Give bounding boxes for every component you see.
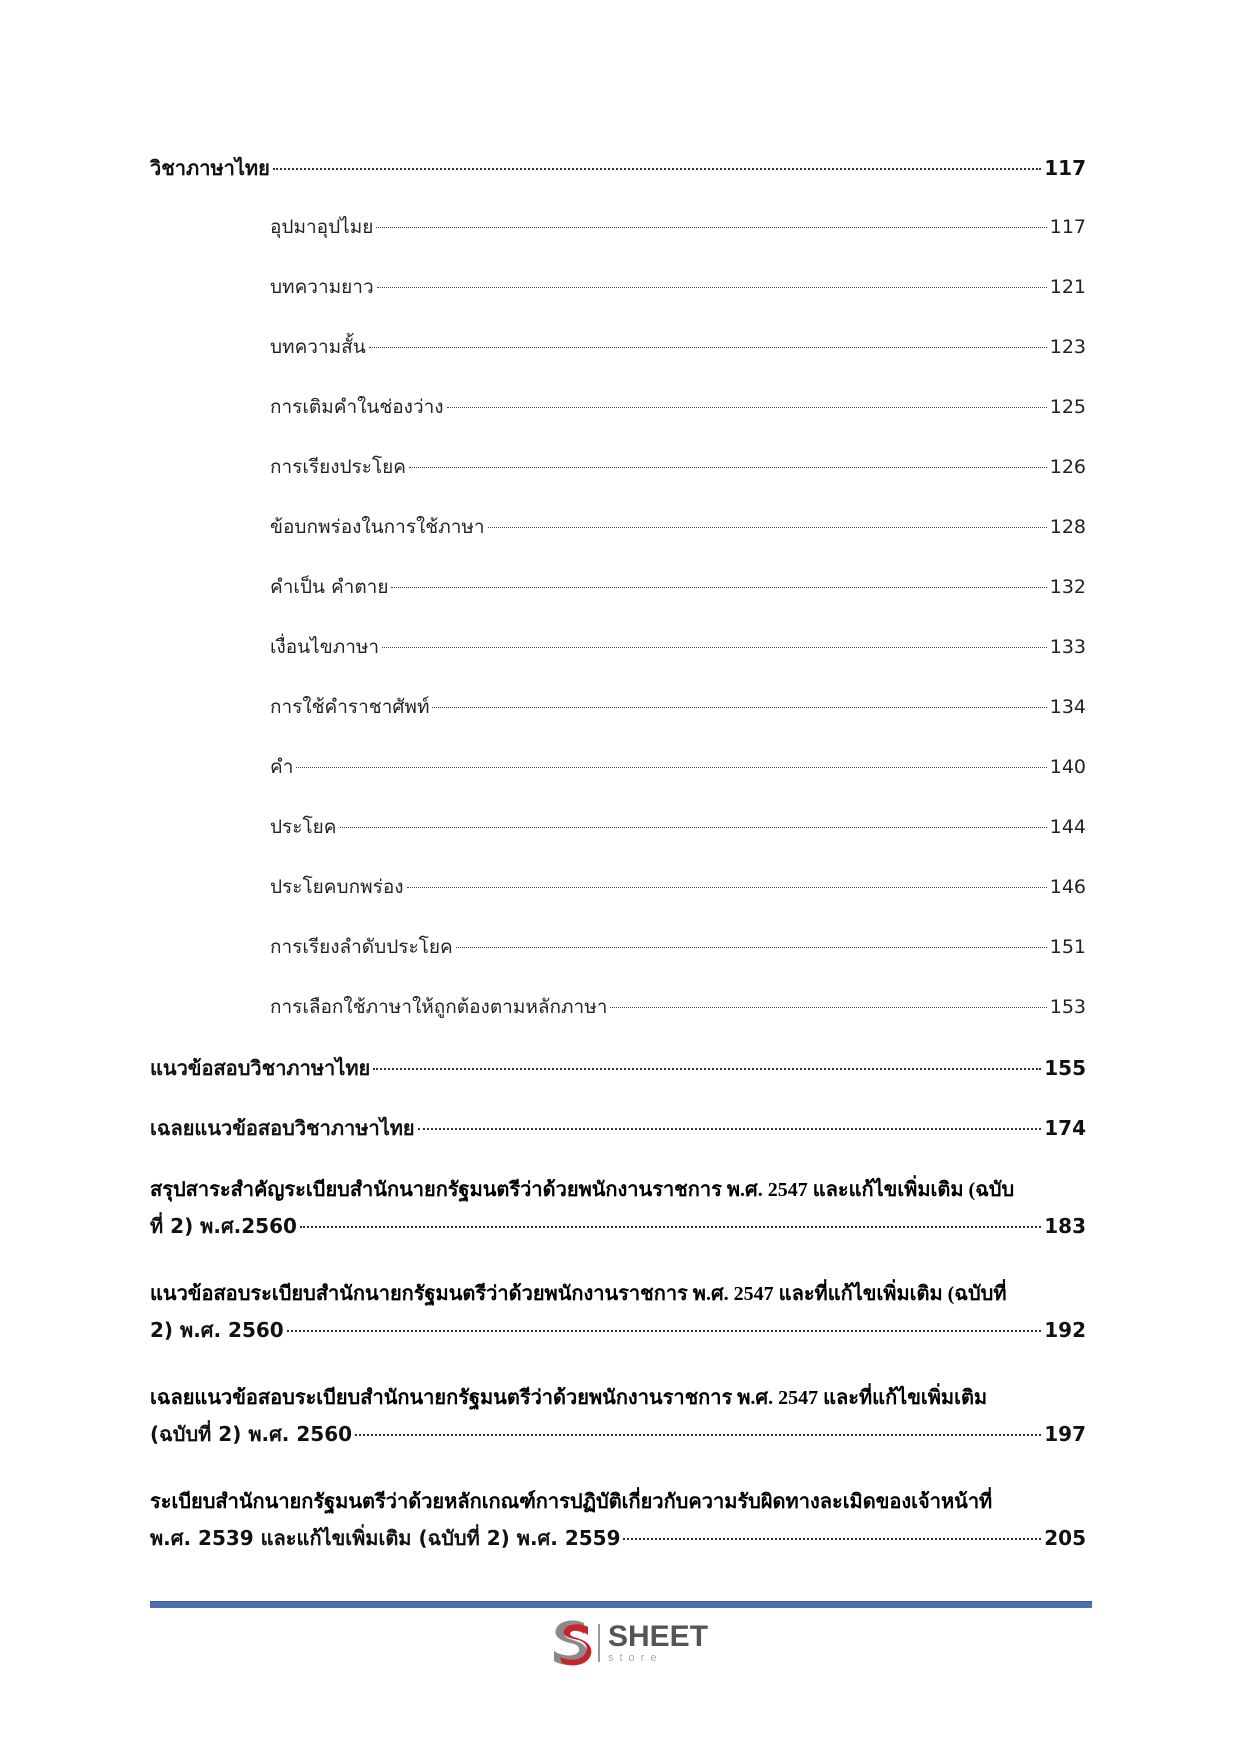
toc-entry-title-line2: (ฉบับที่ 2) พ.ศ. 2560 (150, 1422, 353, 1446)
dot-leader (623, 1538, 1041, 1540)
toc-entry-page: 174 (1044, 1116, 1086, 1140)
toc-sub-page: 125 (1049, 396, 1086, 418)
toc-sub-page: 117 (1049, 216, 1086, 238)
dot-leader (447, 407, 1047, 408)
toc-sub-entry[interactable] (150, 692, 1086, 752)
toc-entry-line2 (150, 1208, 1086, 1244)
dot-leader (391, 587, 1046, 588)
footer-rule (150, 1601, 1092, 1608)
toc-sub-entry[interactable] (150, 212, 1086, 272)
toc-sub-title: การเติมคำในช่องว่าง (270, 396, 444, 418)
dot-leader (610, 1007, 1046, 1008)
toc-sub-entry[interactable] (150, 452, 1086, 512)
dot-leader (377, 287, 1047, 288)
toc-entry-title-line2: ที่ 2) พ.ศ.2560 (150, 1214, 297, 1238)
toc-sub-title: การเรียงลำดับประโยค (270, 936, 453, 958)
dot-leader (418, 1128, 1042, 1130)
dot-leader (488, 527, 1047, 528)
dot-leader (432, 707, 1046, 708)
toc-sub-page: 121 (1049, 276, 1086, 298)
toc-sub-page: 132 (1049, 576, 1086, 598)
toc-sub-title: บทความสั้น (270, 336, 366, 358)
dot-leader (456, 947, 1047, 948)
toc-sub-page: 134 (1049, 696, 1086, 718)
dot-leader (300, 1226, 1041, 1228)
toc-sub-entry[interactable] (150, 392, 1086, 452)
toc-sub-title: การเลือกใช้ภาษาให้ถูกต้องตามหลักภาษา (270, 996, 608, 1018)
toc-entry-title-line2: พ.ศ. 2539 และแก้ไขเพิ่มเติม (ฉบับที่ 2) พ.ศ. 2559 (150, 1526, 621, 1550)
toc-sub-title: การเรียงประโยค (270, 456, 407, 478)
dot-leader (369, 347, 1047, 348)
logo-separator (598, 1624, 600, 1662)
logo-sub: store (608, 1652, 663, 1664)
dot-leader (296, 767, 1046, 768)
toc-entry-title-line2: 2) พ.ศ. 2560 (150, 1318, 284, 1342)
toc-sub-title: คำ (270, 756, 294, 778)
toc-sub-title: เงื่อนไขภาษา (270, 636, 380, 658)
toc-sub-entry[interactable] (150, 632, 1086, 692)
toc-entry-title: เฉลยแนวข้อสอบวิชาภาษาไทย (150, 1116, 415, 1140)
toc-sub-page: 126 (1049, 456, 1086, 478)
dot-leader (409, 467, 1047, 468)
toc-sub-entry[interactable] (150, 572, 1086, 632)
dot-leader (355, 1434, 1041, 1436)
toc-entry-page: 155 (1044, 1056, 1086, 1080)
toc-entry-regulation-answers[interactable] (150, 1380, 1086, 1452)
toc-sub-page: 153 (1049, 996, 1086, 1018)
toc-entry-page: 183 (1044, 1214, 1086, 1238)
toc-sub-page: 144 (1049, 816, 1086, 838)
toc-sub-title: บทความยาว (270, 276, 374, 298)
toc-sub-page: 128 (1049, 516, 1086, 538)
toc-sub-entry[interactable] (150, 272, 1086, 332)
dot-leader (373, 1068, 1041, 1070)
toc-entry-title-line1: สรุปสาระสำคัญระเบียบสำนักนายกรัฐมนตรีว่าด้วยพนักงานราชการ พ.ศ. 2547 และแก้ไขเพิ่มเติม (ฉบับ (150, 1179, 1015, 1201)
toc-entry-title-line1: แนวข้อสอบระเบียบสำนักนายกรัฐมนตรีว่าด้วยพนักงานราชการ พ.ศ. 2547 และที่แก้ไขเพิ่มเติม (ฉบับที่ (150, 1283, 1007, 1305)
dot-leader (273, 168, 1041, 170)
toc-sub-entry[interactable] (150, 872, 1086, 932)
toc-sub-entry[interactable] (150, 332, 1086, 392)
toc-sub-page: 133 (1049, 636, 1086, 658)
toc-entry-title: แนวข้อสอบวิชาภาษาไทย (150, 1056, 371, 1080)
toc-entry-thai-answers[interactable] (150, 1112, 1086, 1172)
toc-entry-thai-exam[interactable] (150, 1052, 1086, 1112)
toc-entry-title-line1: ระเบียบสำนักนายกรัฐมนตรีว่าด้วยหลักเกณฑ์การปฏิบัติเกี่ยวกับความรับผิดทางละเมิดของเจ้าหน้าที่ (150, 1491, 993, 1513)
toc-sub-page: 140 (1049, 756, 1086, 778)
toc-entry-page: 117 (1044, 156, 1086, 180)
dot-leader (382, 647, 1047, 648)
toc-entry-regulation-exam[interactable] (150, 1276, 1086, 1348)
toc-entry-regulation-summary[interactable] (150, 1172, 1086, 1244)
toc-sub-page: 146 (1049, 876, 1086, 898)
toc-sub-title: ประโยคบกพร่อง (270, 876, 404, 898)
toc-entry-page: 192 (1044, 1318, 1086, 1342)
toc-entry-title: วิชาภาษาไทย (150, 156, 270, 180)
toc-entry-line2 (150, 1520, 1086, 1556)
toc-entry-line2 (150, 1416, 1086, 1452)
toc-sub-title: อุปมาอุปไมย (270, 216, 374, 238)
dot-leader (340, 827, 1047, 828)
toc-sub-title: คำเป็น คำตาย (270, 576, 389, 598)
toc-entry-liability-regulation[interactable] (150, 1484, 1086, 1556)
toc-entry-page: 197 (1044, 1422, 1086, 1446)
toc-entry-title-line1: เฉลยแนวข้อสอบระเบียบสำนักนายกรัฐมนตรีว่าด้วยพนักงานราชการ พ.ศ. 2547 และที่แก้ไขเพิ่มเติม (150, 1387, 988, 1409)
toc-sub-page: 151 (1049, 936, 1086, 958)
dot-leader (376, 227, 1046, 228)
table-of-contents (150, 152, 1086, 1588)
sheet-store-logo (548, 1617, 718, 1669)
toc-sub-entry[interactable] (150, 812, 1086, 872)
toc-sub-entry[interactable] (150, 752, 1086, 812)
logo-word: SHEET (608, 1620, 709, 1653)
toc-sub-entry[interactable] (150, 932, 1086, 992)
toc-sub-title: ข้อบกพร่องในการใช้ภาษา (270, 516, 485, 538)
logo-text (608, 1622, 708, 1664)
dot-leader (407, 887, 1047, 888)
toc-sub-title: การใช้คำราชาศัพท์ (270, 696, 430, 718)
dot-leader (287, 1330, 1042, 1332)
toc-entry-thai-subject[interactable] (150, 152, 1086, 212)
toc-sub-title: ประโยค (270, 816, 337, 838)
toc-entry-line2 (150, 1312, 1086, 1348)
toc-sub-page: 123 (1049, 336, 1086, 358)
toc-entry-page: 205 (1044, 1526, 1086, 1550)
toc-sub-entry[interactable] (150, 512, 1086, 572)
sheet-store-s-icon (548, 1617, 594, 1669)
toc-sub-entry[interactable] (150, 992, 1086, 1052)
